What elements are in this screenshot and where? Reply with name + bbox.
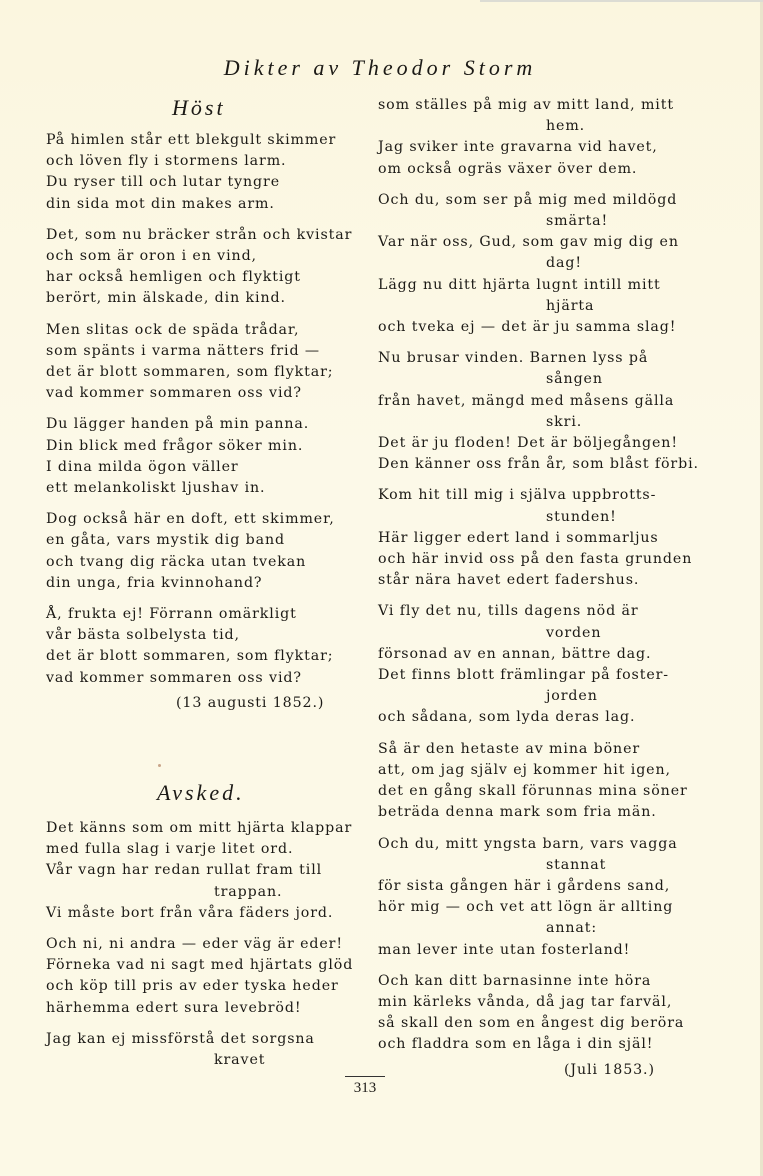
verse-line: I dina milda ögon väller	[46, 458, 239, 475]
verse-line: och köp till pris av eder tyska heder	[46, 978, 339, 995]
stanza	[378, 971, 708, 1056]
verse-line: Och ni, ni andra — eder väg är eder!	[46, 936, 343, 953]
verse-line: sången	[546, 371, 603, 388]
stanza	[46, 225, 366, 310]
stanza	[46, 509, 366, 594]
verse-line: från havet, mängd med måsens gälla	[378, 392, 675, 409]
verse-line: för sista gången här i gårdens sand,	[378, 877, 671, 894]
verse-line: och här invid oss på den fasta grunden	[378, 551, 693, 568]
verse-line: stunden!	[546, 508, 617, 525]
verse-line: och tvang dig räcka utan tvekan	[46, 553, 307, 570]
verse-line: Å, frukta ej! Förrann omärkligt	[46, 606, 297, 623]
stanza	[46, 604, 366, 689]
verse-line: med fulla slag i varje litet ord.	[46, 841, 294, 858]
verse-line: På himlen står ett blekgult skimmer	[46, 132, 337, 148]
verse-line: berört, min älskade, din kind.	[46, 290, 286, 307]
verse-line: härhemma edert sura levebröd!	[46, 999, 302, 1016]
verse-line: som spänts i varma nätters frid —	[46, 342, 320, 359]
verse-line: Kom hit till mig i själva uppbrotts-	[378, 487, 657, 504]
stanza	[46, 1029, 366, 1071]
stanza	[378, 834, 708, 961]
verse-line: man lever inte utan fosterland!	[378, 941, 631, 958]
verse-line: försonad av en annan, bättre dag.	[378, 645, 652, 662]
running-head: Dikter av Theodor Storm	[223, 55, 537, 80]
stanza	[46, 320, 366, 405]
verse-line: och löven fly i stormens larm.	[46, 153, 287, 170]
verse-line: vad kommer sommaren oss vid?	[46, 385, 302, 402]
verse-line: Du lägger handen på min panna.	[46, 416, 310, 433]
verse-line: och sådana, som lyda deras lag.	[378, 709, 636, 726]
verse-line: Det finns blott främlingar på foster-	[378, 667, 669, 684]
verse-line: Du ryser till och lutar tyngre	[46, 174, 280, 191]
verse-line: och som är oron i en vind,	[46, 248, 257, 265]
verse-line: kravet	[214, 1052, 266, 1069]
verse-line: din sida mot din makes arm.	[46, 195, 275, 212]
verse-line: dag!	[546, 255, 582, 272]
verse-line: Den känner oss från år, som blåst förbi.	[378, 456, 699, 473]
verse-line: och fladdra som en låga i din själ!	[378, 1036, 654, 1053]
verse-line: skri.	[546, 413, 583, 430]
verse-line: Vi måste bort från våra fäders jord.	[46, 904, 334, 921]
verse-line: annat:	[546, 920, 598, 937]
verse-line: det är blott sommaren, som flyktar;	[46, 648, 334, 665]
stanza	[378, 601, 708, 728]
verse-line: stannat	[546, 856, 607, 873]
left-column-avsked	[46, 818, 366, 1081]
verse-line: så skall den som en ångest dig beröra	[378, 1015, 685, 1032]
verse-line: Vi fly det nu, tills dagens nöd är	[378, 603, 639, 620]
verse-line: smärta!	[546, 213, 609, 230]
verse-line: en gåta, vars mystik dig band	[46, 532, 285, 549]
stanza	[378, 485, 708, 591]
stanza	[46, 130, 366, 215]
stanza	[46, 414, 366, 499]
poem-date: (13 augusti 1852.)	[176, 694, 325, 711]
verse-line: Här ligger edert land i sommarljus	[378, 529, 659, 546]
verse-line: Var när oss, Gud, som gav mig dig en	[378, 234, 679, 251]
verse-line: din unga, fria kvinnohand?	[46, 574, 263, 591]
verse-line: Och du, som ser på mig med mildögd	[378, 191, 678, 208]
verse-line: Förneka vad ni sagt med hjärtats glöd	[46, 957, 354, 974]
verse-line: Så är den hetaste av mina böner	[378, 740, 641, 757]
stanza	[46, 934, 366, 1019]
poem-title-host: Höst	[172, 95, 226, 120]
verse-line: Det, som nu bräcker strån och kvistar	[46, 226, 353, 243]
verse-line: Din blick med frågor söker min.	[46, 437, 304, 454]
verse-line: hör mig — och vet att lögn är allting	[378, 899, 674, 916]
verse-line: det är blott sommaren, som flyktar;	[46, 364, 334, 381]
stanza	[46, 818, 366, 924]
verse-line: har också hemligen och flyktigt	[46, 269, 301, 286]
verse-line: om också ogräs växer över dem.	[378, 160, 638, 177]
verse-line: Lägg nu ditt hjärta lugnt intill mitt	[378, 276, 661, 293]
verse-line: ett melankoliskt ljushav in.	[46, 480, 266, 497]
poem-title-avsked: Avsked.	[157, 780, 245, 805]
right-column	[378, 95, 708, 1081]
verse-line: som ställes på mig av mitt land, mitt	[378, 97, 674, 113]
verse-line: Jag sviker inte gravarna vid havet,	[378, 139, 658, 156]
verse-line: beträda denna mark som fria män.	[378, 804, 657, 821]
verse-line: Vår vagn har redan rullat fram till	[46, 862, 323, 879]
poem-date: (Juli 1853.)	[564, 1061, 655, 1078]
verse-line: min kärleks vånda, då jag tar farväl,	[378, 993, 673, 1010]
verse-line: hjärta	[546, 297, 595, 314]
verse-line: Jag kan ej missförstå det sorgsna	[46, 1030, 315, 1047]
verse-line: vorden	[546, 624, 602, 641]
verse-line: vad kommer sommaren oss vid?	[46, 669, 302, 686]
verse-line: Men slitas ock de späda trådar,	[46, 321, 300, 338]
verse-line: står nära havet edert fadershus.	[378, 572, 640, 589]
page-number: 313	[345, 1076, 385, 1097]
verse-line: att, om jag själv ej kommer hit igen,	[378, 761, 671, 778]
verse-line: Det är ju floden! Det är böljegången!	[378, 435, 678, 452]
verse-line: Och kan ditt barnasinne inte höra	[378, 972, 652, 989]
stanza	[378, 190, 708, 338]
paper-speck	[158, 764, 161, 767]
verse-line: Och du, mitt yngsta barn, vars vagga	[378, 835, 678, 852]
stanza	[378, 739, 708, 824]
stanza	[378, 348, 708, 475]
verse-line: det en gång skall förunnas mina söner	[378, 783, 688, 800]
verse-line: vår bästa solbelysta tid,	[46, 627, 240, 644]
verse-line: Dog också här en doft, ett skimmer,	[46, 511, 335, 528]
stanza	[378, 95, 708, 180]
page-top-edge	[480, 0, 763, 2]
verse-line: trappan.	[214, 883, 283, 900]
verse-line: och tveka ej — det är ju samma slag!	[378, 319, 677, 336]
verse-line: Det känns som om mitt hjärta klappar	[46, 820, 353, 836]
verse-line: hem.	[546, 118, 586, 135]
verse-line: jorden	[546, 688, 598, 705]
verse-line: Nu brusar vinden. Barnen lyss på	[378, 350, 649, 367]
left-column	[46, 130, 366, 714]
